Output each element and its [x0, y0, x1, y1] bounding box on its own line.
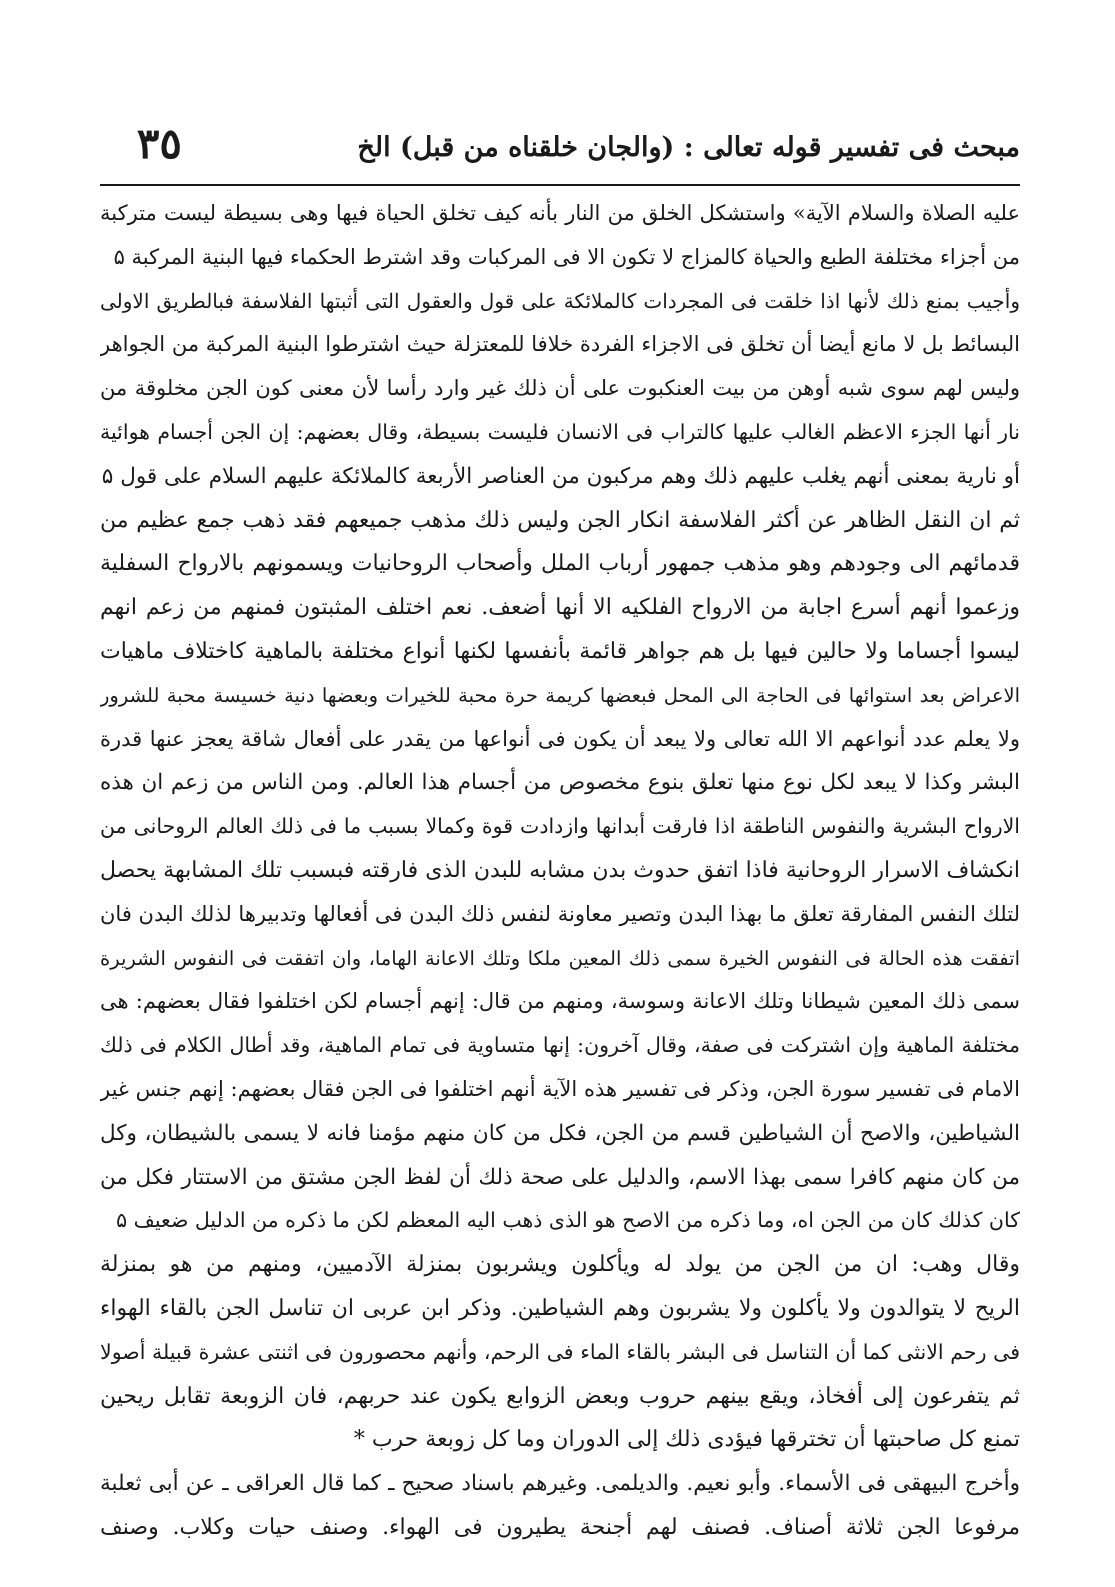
text-line: مختلفة الماهية وإن اشتركت فى صفة، وقال آخرون: إنها متساوية فى تمام الماهية، وقد أطال الكلام فى ذلك — [100, 1033, 1020, 1058]
text-line: وأخرج البيهقى فى الأسماء. وأبو نعيم. والديلمى. وغيرهم باسناد صحيح ـ كما قال العراقى ـ عن أبى ثعلبة — [100, 1471, 1020, 1497]
text-line: أو نارية بمعنى أنهم يغلب عليهم ذلك وهم مركبون من العناصر الأربعة كالملائكة عليهم السلام على قول ۵ — [101, 463, 1020, 489]
text-line: اتفقت هذه الحالة فى النفوس الخيرة سمى ذلك المعين ملكا وتلك الاعانة الهاما، وان اتفقت فى النفوس الشريرة — [100, 946, 1020, 970]
running-head — [100, 112, 1020, 176]
text-line: وقال وهب: ان من الجن من يولد له ويأكلون ويشربون بمنزلة الآدميين، ومنهم من هو بمنزلة — [100, 1252, 1020, 1278]
text-line: وليس لهم سوى شبه أوهن من بيت العنكبوت على أن ذلك غير وارد رأسا لأن معنى كون الجن مخلوقة من — [100, 376, 1020, 401]
text-line: وأجيب بمنع ذلك لأنها اذا خلقت فى المجردات كالملائكة على قول والعقول التى أثبتها الفلاسفة فبالطريق الاولى — [100, 288, 1020, 313]
text-line: الارواح البشرية والنفوس الناطقة اذا فارقت أبدانها وازدادت قوة وكمالا بسبب ما فى ذلك العالم الروحانى من — [100, 814, 1020, 839]
text-line: نار أنها الجزء الاعظم الغالب عليها كالتراب فى الانسان فليست بسيطة، وقال بعضهم: إن الجن أجسام هوائية — [100, 419, 1020, 444]
text-line: الامام فى تفسير سورة الجن، وذكر فى تفسير هذه الآية أنهم اختلفوا فى الجن فقال بعضهم: إنهم جنس غير — [100, 1076, 1020, 1101]
text-line: ولا يعلم عدد أنواعهم الا الله تعالى ولا يبعد أن يكون فى أنواعها من يقدر على أفعال شاقة يعجز عنها قدرة — [100, 726, 1020, 751]
body-text — [100, 192, 1020, 1550]
text-line: ثم ان النقل الظاهر عن أكثر الفلاسفة انكار الجن وليس ذلك مذهب جميعهم فقد ذهب جمع عظيم من — [100, 507, 1020, 533]
header-rule — [100, 184, 1020, 186]
text-line: عليه الصلاة والسلام الآية» واستشكل الخلق من النار بأنه كيف تخلق الحياة فيها وهى بسيطة ليست متركبة — [100, 201, 1020, 225]
text-line: فى رحم الانثى كما أن التناسل فى البشر بالقاء الماء فى الرحم، وأنهم محصورون فى اثنتى عشرة قبيلة أصولا — [100, 1339, 1020, 1364]
text-line: قدمائهم الى وجودهم وهو مذهب جمهور أرباب الملل وأصحاب الروحانيات ويسمونهم بالارواح السفلية — [100, 551, 1020, 577]
text-line: سمى ذلك المعين شيطانا وتلك الاعانة وسوسة، ومنهم من قال: إنهم أجسام لكن اختلفوا فقال بعضهم: هى — [100, 989, 1020, 1014]
text-line: ثم يتفرعون إلى أفخاذ، ويقع بينهم حروب وبعض الزوابع يكون عند حربهم، فان الزوبعة تقابل ريحين — [100, 1383, 1020, 1409]
page-number: ٣٥ — [136, 119, 182, 168]
text-line: الاعراض بعد استوائها فى الحاجة الى المحل فبعضها كريمة حرة محبة للخيرات وبعضها دنية خسيسة محبة للشرور — [100, 683, 1020, 707]
text-line: ليسوا أجساما ولا حالين فيها بل هم جواهر قائمة بأنفسها لكنها أنواع مختلفة بالماهية كاختلاف ماهيات — [100, 638, 1020, 664]
text-line: البسائط بل لا مانع أيضا أن تخلق فى الاجزاء الفردة خلافا للمعتزلة حيث اشترطوا البنية المركبة من الجواهر — [100, 332, 1020, 357]
text-line: البشر وكذا لا يبعد لكل نوع منها تعلق بنوع مخصوص من أجسام هذا العالم. ومن الناس من زعم ان هذه — [100, 770, 1020, 796]
text-line: من أجزاء مختلفة الطبع والحياة كالمزاج لا تكون الا فى المركبات وقد اشترط الحكماء فيها البنية المركبة ۵ — [113, 244, 1020, 269]
text-line: وزعموا أنهم أسرع اجابة من الارواح الفلكيه الا أنها أضعف. نعم اختلف المثبتون فمنهم من زعم انهم — [100, 595, 1020, 621]
running-head-title: مبحث فى تفسير قوله تعالى : (والجان خلقناه من قبل) الخ — [357, 132, 1020, 163]
text-line: لتلك النفس المفارقة تعلق ما بهذا البدن وتصير معاونة لنفس ذلك البدن فى أفعالها وتدبيرها لذلك البدن فان — [100, 901, 1020, 926]
text-line: تمنع كل صاحبتها أن تخترقها فيؤدى ذلك إلى الدوران وما كل زوبعة حرب * — [353, 1427, 1020, 1453]
text-line: مرفوعا الجن ثلاثة أصناف. فصنف لهم أجنحة يطيرون فى الهواء. وصنف حيات وكلاب. وصنف — [100, 1514, 1020, 1540]
text-line: من كان منهم كافرا سمى بهذا الاسم، والدليل على صحة ذلك أن لفظ الجن مشتق من الاستتار فكل من — [100, 1164, 1020, 1190]
text-line: انكشاف الاسرار الروحانية فاذا اتفق حدوث بدن مشابه للبدن الذى فارقته فبسبب تلك المشابهة يحصل — [100, 857, 1020, 883]
text-line: الريح لا يتوالدون ولا يأكلون ولا يشربون وهم الشياطين. وذكر ابن عربى ان تناسل الجن بالقاء الهواء — [100, 1295, 1020, 1321]
book-page — [100, 112, 1020, 1550]
text-line: كان كذلك كان من الجن اه، وما ذكره من الاصح هو الذى ذهب اليه المعظم لكن ما ذكره من الدليل ضعيف ۵ — [116, 1208, 1020, 1233]
text-line: الشياطين، والاصح أن الشياطين قسم من الجن، فكل من كان منهم مؤمنا فانه لا يسمى بالشيطان، وكل — [100, 1120, 1020, 1146]
